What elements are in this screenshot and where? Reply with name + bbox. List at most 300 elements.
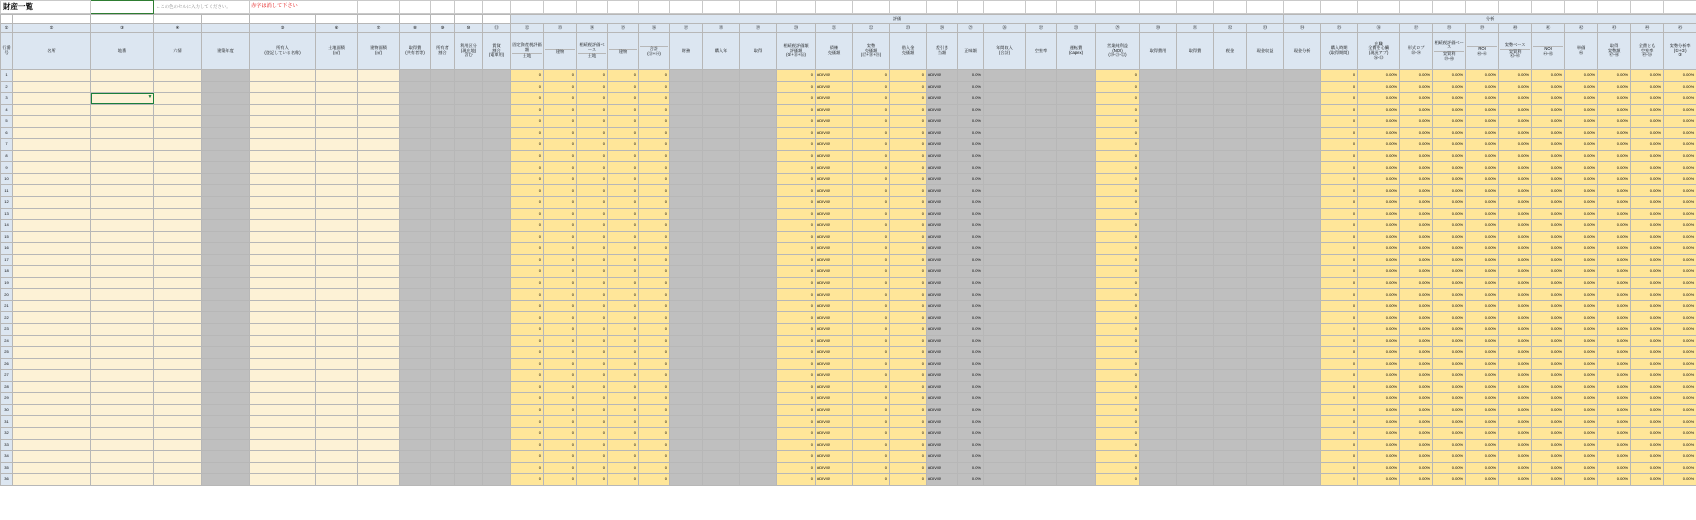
cell-r11-c16[interactable]: 0 xyxy=(639,185,670,197)
cell-r10-c13[interactable]: 0 xyxy=(544,173,577,185)
row-header[interactable]: 24 xyxy=(1,335,13,347)
cell-r15-c10[interactable] xyxy=(455,231,483,243)
cell-r1-c39[interactable]: 0.00% xyxy=(1466,70,1499,82)
cell-r36-c8[interactable] xyxy=(400,474,431,486)
cell-r23-c32[interactable] xyxy=(1214,324,1247,336)
cell-r30-c24[interactable]: #DIV/0! xyxy=(927,404,958,416)
cell-r15-c14[interactable]: 0 xyxy=(577,231,608,243)
cell-r18-c33[interactable] xyxy=(1247,266,1284,278)
cell-r28-c44[interactable]: 0.00% xyxy=(1631,381,1664,393)
cell-r9-c24[interactable]: #DIV/0! xyxy=(927,162,958,174)
cell-r2-c35[interactable]: 0 xyxy=(1321,81,1358,93)
cell-r23-c20[interactable]: 0 xyxy=(777,324,816,336)
cell-r33-c31[interactable] xyxy=(1177,439,1214,451)
cell-r34-c30[interactable] xyxy=(1140,451,1177,463)
cell-r30-c8[interactable] xyxy=(400,404,431,416)
cell-r10-c1[interactable] xyxy=(13,173,91,185)
cell-r3-c33[interactable] xyxy=(1247,93,1284,105)
cell-r32-c41[interactable]: 0.00% xyxy=(1532,427,1565,439)
cell-r12-c4[interactable] xyxy=(202,197,250,209)
cell-r29-c8[interactable] xyxy=(400,393,431,405)
cell-r29-c26[interactable] xyxy=(984,393,1026,405)
cell-r12-c38[interactable]: 0.00% xyxy=(1433,197,1466,209)
cell-r36-c19[interactable] xyxy=(740,474,777,486)
cell-r23-c10[interactable] xyxy=(455,324,483,336)
cell-r25-c2[interactable] xyxy=(91,347,154,359)
cell-r10-c26[interactable] xyxy=(984,173,1026,185)
cell-r30-c29[interactable]: 0 xyxy=(1096,404,1140,416)
cell-r25-c44[interactable]: 0.00% xyxy=(1631,347,1664,359)
cell-r22-c1[interactable] xyxy=(13,312,91,324)
cell-r20-c15[interactable]: 0 xyxy=(608,289,639,301)
cell-r25-c33[interactable] xyxy=(1247,347,1284,359)
cell-r20-c16[interactable]: 0 xyxy=(639,289,670,301)
cell-r6-c2[interactable] xyxy=(91,127,154,139)
cell-r5-c28[interactable] xyxy=(1057,116,1096,128)
cell-r23-c6[interactable] xyxy=(316,324,358,336)
cell-r26-c9[interactable] xyxy=(431,358,455,370)
cell-r19-c8[interactable] xyxy=(400,277,431,289)
cell-r5-c6[interactable] xyxy=(316,116,358,128)
cell-r27-c28[interactable] xyxy=(1057,370,1096,382)
cell-r36-c29[interactable]: 0 xyxy=(1096,474,1140,486)
cell-r18-c25[interactable]: 0.0% xyxy=(958,266,984,278)
cell-r35-c11[interactable] xyxy=(483,462,511,474)
cell-r24-c1[interactable] xyxy=(13,335,91,347)
cell-r30-c30[interactable] xyxy=(1140,404,1177,416)
cell-r29-c16[interactable]: 0 xyxy=(639,393,670,405)
table-row[interactable] xyxy=(1,116,1696,128)
cell-r9-c12[interactable]: 0 xyxy=(511,162,544,174)
cell-r30-c33[interactable] xyxy=(1247,404,1284,416)
cell-r31-c16[interactable]: 0 xyxy=(639,416,670,428)
cell-r23-c34[interactable] xyxy=(1284,324,1321,336)
cell-r25-c1[interactable] xyxy=(13,347,91,359)
cell-r3-c7[interactable] xyxy=(358,93,400,105)
cell-r5-c45[interactable]: 0.00% xyxy=(1664,116,1696,128)
cell-r8-c10[interactable] xyxy=(455,150,483,162)
cell-r4-c20[interactable]: 0 xyxy=(777,104,816,116)
cell-r17-c44[interactable]: 0.00% xyxy=(1631,254,1664,266)
cell-r27-c33[interactable] xyxy=(1247,370,1284,382)
cell-r16-c2[interactable] xyxy=(91,243,154,255)
cell-r6-c45[interactable]: 0.00% xyxy=(1664,127,1696,139)
cell-r21-c20[interactable]: 0 xyxy=(777,300,816,312)
cell-r9-c38[interactable]: 0.00% xyxy=(1433,162,1466,174)
cell-r14-c25[interactable]: 0.0% xyxy=(958,220,984,232)
cell-r14-c44[interactable]: 0.00% xyxy=(1631,220,1664,232)
cell-r2-c21[interactable]: #DIV/0! xyxy=(816,81,853,93)
cell-r14-c23[interactable]: 0 xyxy=(890,220,927,232)
cell-r22-c7[interactable] xyxy=(358,312,400,324)
row-header[interactable]: 33 xyxy=(1,439,13,451)
cell-r35-c42[interactable]: 0.00% xyxy=(1565,462,1598,474)
cell-r18-c5[interactable] xyxy=(250,266,316,278)
row-header[interactable]: 8 xyxy=(1,150,13,162)
cell-r35-c26[interactable] xyxy=(984,462,1026,474)
cell-r27-c9[interactable] xyxy=(431,370,455,382)
cell-r22-c29[interactable]: 0 xyxy=(1096,312,1140,324)
cell-r7-c45[interactable]: 0.00% xyxy=(1664,139,1696,151)
cell-r21-c29[interactable]: 0 xyxy=(1096,300,1140,312)
cell-r26-c4[interactable] xyxy=(202,358,250,370)
cell-r28-c42[interactable]: 0.00% xyxy=(1565,381,1598,393)
cell-r21-c22[interactable]: 0 xyxy=(853,300,890,312)
table-row[interactable] xyxy=(1,324,1696,336)
cell-r26-c30[interactable] xyxy=(1140,358,1177,370)
cell-r2-c7[interactable] xyxy=(358,81,400,93)
cell-r34-c2[interactable] xyxy=(91,451,154,463)
cell-r32-c28[interactable] xyxy=(1057,427,1096,439)
cell-r35-c9[interactable] xyxy=(431,462,455,474)
cell-r1-c23[interactable]: 0 xyxy=(890,70,927,82)
cell-r20-c39[interactable]: 0.00% xyxy=(1466,289,1499,301)
cell-r11-c32[interactable] xyxy=(1214,185,1247,197)
cell-r26-c10[interactable] xyxy=(455,358,483,370)
cell-r7-c3[interactable] xyxy=(154,139,202,151)
cell-r17-c24[interactable]: #DIV/0! xyxy=(927,254,958,266)
cell-r9-c4[interactable] xyxy=(202,162,250,174)
cell-r29-c31[interactable] xyxy=(1177,393,1214,405)
cell-r1-c2[interactable] xyxy=(91,70,154,82)
cell-r17-c42[interactable]: 0.00% xyxy=(1565,254,1598,266)
cell-r8-c39[interactable]: 0.00% xyxy=(1466,150,1499,162)
cell-r36-c35[interactable]: 0 xyxy=(1321,474,1358,486)
cell-r20-c43[interactable]: 0.00% xyxy=(1598,289,1631,301)
cell-r14-c40[interactable]: 0.00% xyxy=(1499,220,1532,232)
cell-r35-c40[interactable]: 0.00% xyxy=(1499,462,1532,474)
cell-r35-c14[interactable]: 0 xyxy=(577,462,608,474)
cell-r8-c21[interactable]: #DIV/0! xyxy=(816,150,853,162)
cell-r20-c41[interactable]: 0.00% xyxy=(1532,289,1565,301)
cell-r21-c4[interactable] xyxy=(202,300,250,312)
cell-r16-c40[interactable]: 0.00% xyxy=(1499,243,1532,255)
cell-r7-c40[interactable]: 0.00% xyxy=(1499,139,1532,151)
cell-r14-c12[interactable]: 0 xyxy=(511,220,544,232)
cell-r24-c13[interactable]: 0 xyxy=(544,335,577,347)
cell-r12-c44[interactable]: 0.00% xyxy=(1631,197,1664,209)
cell-r36-c24[interactable]: #DIV/0! xyxy=(927,474,958,486)
cell-r31-c25[interactable]: 0.0% xyxy=(958,416,984,428)
cell-r10-c34[interactable] xyxy=(1284,173,1321,185)
cell-r34-c41[interactable]: 0.00% xyxy=(1532,451,1565,463)
cell-r31-c43[interactable]: 0.00% xyxy=(1598,416,1631,428)
cell-r10-c33[interactable] xyxy=(1247,173,1284,185)
cell-r26-c3[interactable] xyxy=(154,358,202,370)
cell-r24-c16[interactable]: 0 xyxy=(639,335,670,347)
cell-r27-c20[interactable]: 0 xyxy=(777,370,816,382)
cell-r29-c29[interactable]: 0 xyxy=(1096,393,1140,405)
cell-r1-c27[interactable] xyxy=(1026,70,1057,82)
cell-r1-c29[interactable]: 0 xyxy=(1096,70,1140,82)
cell-r24-c12[interactable]: 0 xyxy=(511,335,544,347)
cell-r7-c24[interactable]: #DIV/0! xyxy=(927,139,958,151)
cell-r35-c44[interactable]: 0.00% xyxy=(1631,462,1664,474)
cell-r33-c27[interactable] xyxy=(1026,439,1057,451)
cell-r17-c3[interactable] xyxy=(154,254,202,266)
cell-r12-c19[interactable] xyxy=(740,197,777,209)
cell-r6-c24[interactable]: #DIV/0! xyxy=(927,127,958,139)
cell-r20-c42[interactable]: 0.00% xyxy=(1565,289,1598,301)
cell-r8-c13[interactable]: 0 xyxy=(544,150,577,162)
cell-r13-c3[interactable] xyxy=(154,208,202,220)
cell-r3-c11[interactable] xyxy=(483,93,511,105)
cell-r36-c3[interactable] xyxy=(154,474,202,486)
cell-r6-c16[interactable]: 0 xyxy=(639,127,670,139)
cell-r12-c7[interactable] xyxy=(358,197,400,209)
cell-r24-c18[interactable] xyxy=(703,335,740,347)
cell-r31-c7[interactable] xyxy=(358,416,400,428)
cell-r24-c10[interactable] xyxy=(455,335,483,347)
cell-r31-c42[interactable]: 0.00% xyxy=(1565,416,1598,428)
cell-r1-c26[interactable] xyxy=(984,70,1026,82)
cell-r25-c12[interactable]: 0 xyxy=(511,347,544,359)
cell-r31-c32[interactable] xyxy=(1214,416,1247,428)
cell-r10-c35[interactable]: 0 xyxy=(1321,173,1358,185)
cell-r2-c1[interactable] xyxy=(13,81,91,93)
cell-r36-c22[interactable]: 0 xyxy=(853,474,890,486)
cell-r26-c45[interactable]: 0.00% xyxy=(1664,358,1696,370)
cell-r8-c22[interactable]: 0 xyxy=(853,150,890,162)
cell-r8-c28[interactable] xyxy=(1057,150,1096,162)
cell-r18-c22[interactable]: 0 xyxy=(853,266,890,278)
cell-r26-c21[interactable]: #DIV/0! xyxy=(816,358,853,370)
table-row[interactable] xyxy=(1,462,1696,474)
cell-r10-c44[interactable]: 0.00% xyxy=(1631,173,1664,185)
table-row[interactable] xyxy=(1,173,1696,185)
cell-r21-c16[interactable]: 0 xyxy=(639,300,670,312)
cell-r34-c42[interactable]: 0.00% xyxy=(1565,451,1598,463)
cell-r11-c8[interactable] xyxy=(400,185,431,197)
cell-r4-c7[interactable] xyxy=(358,104,400,116)
cell-r5-c8[interactable] xyxy=(400,116,431,128)
cell-r22-c17[interactable] xyxy=(670,312,703,324)
column-header-jikka-ritsu[interactable] xyxy=(1664,33,1696,70)
cell-r1-c13[interactable]: 0 xyxy=(544,70,577,82)
cell-r20-c2[interactable] xyxy=(91,289,154,301)
cell-r3-c40[interactable]: 0.00% xyxy=(1499,93,1532,105)
cell-r17-c22[interactable]: 0 xyxy=(853,254,890,266)
cell-r24-c30[interactable] xyxy=(1140,335,1177,347)
cell-r11-c31[interactable] xyxy=(1177,185,1214,197)
cell-r14-c26[interactable] xyxy=(984,220,1026,232)
cell-r31-c1[interactable] xyxy=(13,416,91,428)
cell-r2-c4[interactable] xyxy=(202,81,250,93)
cell-r4-c35[interactable]: 0 xyxy=(1321,104,1358,116)
row-header[interactable]: 9 xyxy=(1,162,13,174)
cell-r7-c5[interactable] xyxy=(250,139,316,151)
cell-r4-c3[interactable] xyxy=(154,104,202,116)
cell-r4-c44[interactable]: 0.00% xyxy=(1631,104,1664,116)
cell-r7-c22[interactable]: 0 xyxy=(853,139,890,151)
cell-r17-c43[interactable]: 0.00% xyxy=(1598,254,1631,266)
cell-r14-c27[interactable] xyxy=(1026,220,1057,232)
cell-r12-c14[interactable]: 0 xyxy=(577,197,608,209)
cell-r33-c44[interactable]: 0.00% xyxy=(1631,439,1664,451)
cell-r24-c3[interactable] xyxy=(154,335,202,347)
cell-r9-c3[interactable] xyxy=(154,162,202,174)
cell-r13-c31[interactable] xyxy=(1177,208,1214,220)
cell-r29-c28[interactable] xyxy=(1057,393,1096,405)
cell-r35-c30[interactable] xyxy=(1140,462,1177,474)
cell-r27-c36[interactable]: 0.00% xyxy=(1358,370,1400,382)
cell-r27-c12[interactable]: 0 xyxy=(511,370,544,382)
cell-r15-c21[interactable]: #DIV/0! xyxy=(816,231,853,243)
cell-r18-c38[interactable]: 0.00% xyxy=(1433,266,1466,278)
cell-r6-c8[interactable] xyxy=(400,127,431,139)
cell-r26-c37[interactable]: 0.00% xyxy=(1400,358,1433,370)
cell-r21-c35[interactable]: 0 xyxy=(1321,300,1358,312)
cell-r12-c16[interactable]: 0 xyxy=(639,197,670,209)
cell-r6-c1[interactable] xyxy=(13,127,91,139)
cell-r23-c9[interactable] xyxy=(431,324,455,336)
cell-r9-c31[interactable] xyxy=(1177,162,1214,174)
cell-r17-c33[interactable] xyxy=(1247,254,1284,266)
cell-r26-c14[interactable]: 0 xyxy=(577,358,608,370)
cell-r18-c3[interactable] xyxy=(154,266,202,278)
cell-r26-c29[interactable]: 0 xyxy=(1096,358,1140,370)
cell-r26-c26[interactable] xyxy=(984,358,1026,370)
cell-r22-c12[interactable]: 0 xyxy=(511,312,544,324)
cell-r10-c9[interactable] xyxy=(431,173,455,185)
cell-r7-c7[interactable] xyxy=(358,139,400,151)
cell-r25-c7[interactable] xyxy=(358,347,400,359)
cell-r31-c35[interactable]: 0 xyxy=(1321,416,1358,428)
cell-r13-c36[interactable]: 0.00% xyxy=(1358,208,1400,220)
table-row[interactable] xyxy=(1,139,1696,151)
cell-r29-c36[interactable]: 0.00% xyxy=(1358,393,1400,405)
cell-r12-c35[interactable]: 0 xyxy=(1321,197,1358,209)
cell-r9-c5[interactable] xyxy=(250,162,316,174)
cell-r19-c21[interactable]: #DIV/0! xyxy=(816,277,853,289)
cell-r26-c43[interactable]: 0.00% xyxy=(1598,358,1631,370)
cell-r29-c10[interactable] xyxy=(455,393,483,405)
cell-r7-c30[interactable] xyxy=(1140,139,1177,151)
cell-r21-c13[interactable]: 0 xyxy=(544,300,577,312)
cell-r9-c18[interactable] xyxy=(703,162,740,174)
table-row[interactable] xyxy=(1,254,1696,266)
column-header-shoyuusha[interactable] xyxy=(250,33,316,70)
cell-r28-c32[interactable] xyxy=(1214,381,1247,393)
cell-r20-c14[interactable]: 0 xyxy=(577,289,608,301)
cell-r3-c27[interactable] xyxy=(1026,93,1057,105)
cell-r20-c40[interactable]: 0.00% xyxy=(1499,289,1532,301)
cell-r10-c23[interactable]: 0 xyxy=(890,173,927,185)
cell-r4-c22[interactable]: 0 xyxy=(853,104,890,116)
column-header-jitsu-shuueki[interactable] xyxy=(984,33,1026,70)
cell-r10-c45[interactable]: 0.00% xyxy=(1664,173,1696,185)
column-header-mochibun-rop[interactable] xyxy=(1400,33,1433,70)
cell-r17-c39[interactable]: 0.00% xyxy=(1466,254,1499,266)
cell-r8-c27[interactable] xyxy=(1026,150,1057,162)
cell-r12-c31[interactable] xyxy=(1177,197,1214,209)
cell-r27-c3[interactable] xyxy=(154,370,202,382)
cell-r9-c32[interactable] xyxy=(1214,162,1247,174)
cell-r5-c37[interactable]: 0.00% xyxy=(1400,116,1433,128)
cell-r4-c41[interactable]: 0.00% xyxy=(1532,104,1565,116)
cell-r33-c23[interactable]: 0 xyxy=(890,439,927,451)
cell-r8-c12[interactable]: 0 xyxy=(511,150,544,162)
cell-r35-c2[interactable] xyxy=(91,462,154,474)
cell-r27-c19[interactable] xyxy=(740,370,777,382)
cell-r22-c8[interactable] xyxy=(400,312,431,324)
cell-r14-c24[interactable]: #DIV/0! xyxy=(927,220,958,232)
cell-r13-c10[interactable] xyxy=(455,208,483,220)
cell-r13-c2[interactable] xyxy=(91,208,154,220)
cell-r23-c31[interactable] xyxy=(1177,324,1214,336)
cell-r28-c12[interactable]: 0 xyxy=(511,381,544,393)
cell-r11-c18[interactable] xyxy=(703,185,740,197)
cell-r17-c7[interactable] xyxy=(358,254,400,266)
cell-r33-c11[interactable] xyxy=(483,439,511,451)
cell-r31-c20[interactable]: 0 xyxy=(777,416,816,428)
cell-r33-c42[interactable]: 0.00% xyxy=(1565,439,1598,451)
cell-r26-c36[interactable]: 0.00% xyxy=(1358,358,1400,370)
cell-r16-c25[interactable]: 0.0% xyxy=(958,243,984,255)
cell-r33-c43[interactable]: 0.00% xyxy=(1598,439,1631,451)
column-header-row-number[interactable] xyxy=(1,33,13,70)
table-row[interactable] xyxy=(1,370,1696,382)
cell-r36-c45[interactable]: 0.00% xyxy=(1664,474,1696,486)
cell-r18-c13[interactable]: 0 xyxy=(544,266,577,278)
cell-r13-c4[interactable] xyxy=(202,208,250,220)
cell-r25-c9[interactable] xyxy=(431,347,455,359)
cell-r5-c17[interactable] xyxy=(670,116,703,128)
cell-r11-c27[interactable] xyxy=(1026,185,1057,197)
cell-r10-c7[interactable] xyxy=(358,173,400,185)
cell-r28-c3[interactable] xyxy=(154,381,202,393)
cell-r25-c20[interactable]: 0 xyxy=(777,347,816,359)
cell-r12-c15[interactable]: 0 xyxy=(608,197,639,209)
cell-r14-c9[interactable] xyxy=(431,220,455,232)
cell-r19-c6[interactable] xyxy=(316,277,358,289)
cell-r18-c10[interactable] xyxy=(455,266,483,278)
cell-r24-c44[interactable]: 0.00% xyxy=(1631,335,1664,347)
cell-r26-c12[interactable]: 0 xyxy=(511,358,544,370)
cell-r3-c41[interactable]: 0.00% xyxy=(1532,93,1565,105)
cell-r34-c44[interactable]: 0.00% xyxy=(1631,451,1664,463)
cell-r2-c44[interactable]: 0.00% xyxy=(1631,81,1664,93)
cell-r26-c24[interactable]: #DIV/0! xyxy=(927,358,958,370)
cell-r12-c13[interactable]: 0 xyxy=(544,197,577,209)
row-header[interactable]: 2 xyxy=(1,81,13,93)
cell-r25-c29[interactable]: 0 xyxy=(1096,347,1140,359)
cell-r3-c42[interactable]: 0.00% xyxy=(1565,93,1598,105)
cell-r16-c43[interactable]: 0.00% xyxy=(1598,243,1631,255)
cell-r13-c14[interactable]: 0 xyxy=(577,208,608,220)
cell-r28-c19[interactable] xyxy=(740,381,777,393)
cell-r18-c2[interactable] xyxy=(91,266,154,278)
cell-r14-c6[interactable] xyxy=(316,220,358,232)
cell-r35-c45[interactable]: 0.00% xyxy=(1664,462,1696,474)
cell-r18-c21[interactable]: #DIV/0! xyxy=(816,266,853,278)
cell-r25-c34[interactable] xyxy=(1284,347,1321,359)
cell-r7-c1[interactable] xyxy=(13,139,91,151)
cell-r21-c2[interactable] xyxy=(91,300,154,312)
cell-r28-c28[interactable] xyxy=(1057,381,1096,393)
cell-r26-c15[interactable]: 0 xyxy=(608,358,639,370)
table-row[interactable] xyxy=(1,208,1696,220)
cell-r32-c22[interactable]: 0 xyxy=(853,427,890,439)
cell-r10-c25[interactable]: 0.0% xyxy=(958,173,984,185)
cell-r12-c24[interactable]: #DIV/0! xyxy=(927,197,958,209)
cell-r29-c33[interactable] xyxy=(1247,393,1284,405)
cell-r19-c40[interactable]: 0.00% xyxy=(1499,277,1532,289)
cell-r21-c24[interactable]: #DIV/0! xyxy=(927,300,958,312)
cell-r19-c30[interactable] xyxy=(1140,277,1177,289)
cell-r14-c32[interactable] xyxy=(1214,220,1247,232)
cell-r36-c11[interactable] xyxy=(483,474,511,486)
